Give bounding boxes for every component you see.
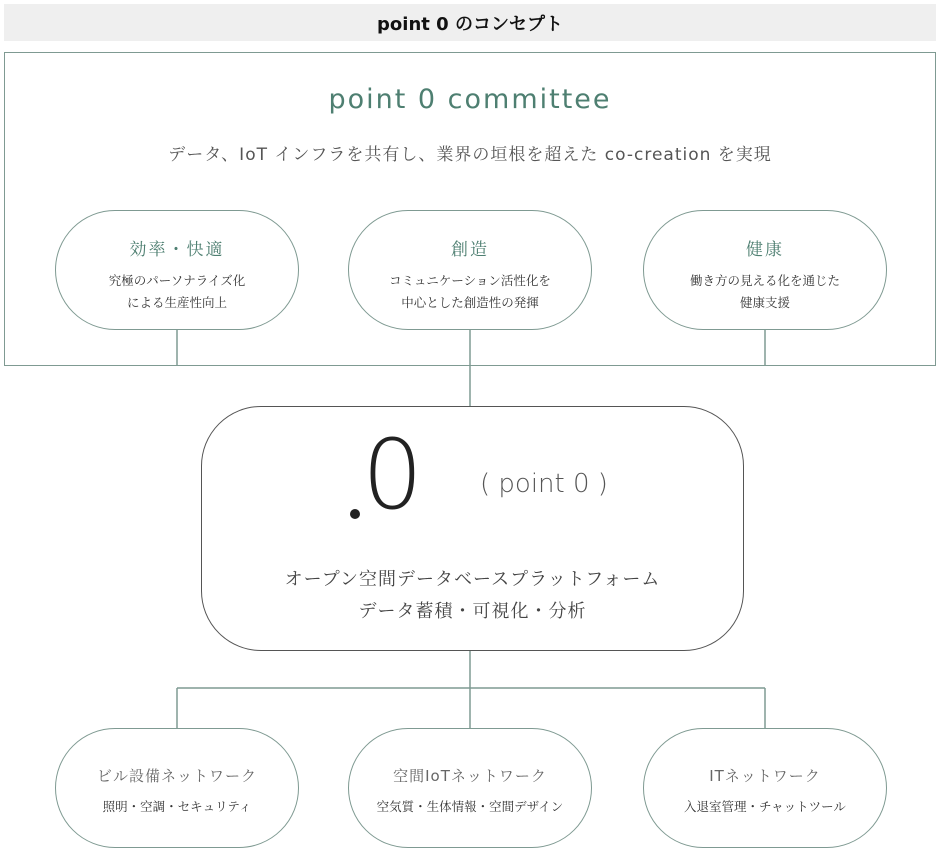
goal-title: 効率・快適 — [129, 240, 225, 260]
goal-creativity — [348, 210, 592, 330]
goal-description: 究極のパーソナライズ化 による生産性向上 — [108, 273, 246, 310]
goal-description: コミュニケーション活性化を 中心とした創造性の発揮 — [389, 273, 551, 310]
committee-title: point 0 committee — [328, 84, 612, 115]
network-description: 空気質・生体情報・空間デザイン — [376, 799, 564, 814]
core-description-line1: オープン空間データベースプラットフォーム — [284, 569, 661, 590]
network-title: 空間IoTネットワーク — [393, 767, 547, 785]
goal-health — [643, 210, 887, 330]
network-title: ITネットワーク — [709, 767, 821, 785]
goal-efficiency-comfort — [55, 210, 299, 330]
network-space-iot — [348, 728, 592, 848]
committee-subtitle: データ、IoT インフラを共有し、業界の垣根を超えた co-creation を実現 — [168, 145, 772, 165]
network-it — [643, 728, 887, 848]
network-description: 照明・空調・セキュリティ — [102, 799, 252, 814]
network-building-equipment — [55, 728, 299, 848]
goal-title: 創造 — [451, 240, 489, 260]
core-platform — [201, 406, 744, 651]
network-description: 入退室管理・チャットツール — [684, 799, 846, 814]
goal-description: 働き方の見える化を通じた 健康支援 — [689, 273, 840, 310]
network-title: ビル設備ネットワーク — [96, 767, 257, 785]
core-description-line2: データ蓄積・可視化・分析 — [358, 601, 587, 622]
point0-logo: 0 — [362, 419, 424, 531]
core-name: ( point 0 ) — [480, 469, 608, 499]
goal-title: 健康 — [746, 240, 784, 260]
header-title: point 0 のコンセプト — [377, 13, 563, 35]
logo-dot — [350, 509, 360, 519]
